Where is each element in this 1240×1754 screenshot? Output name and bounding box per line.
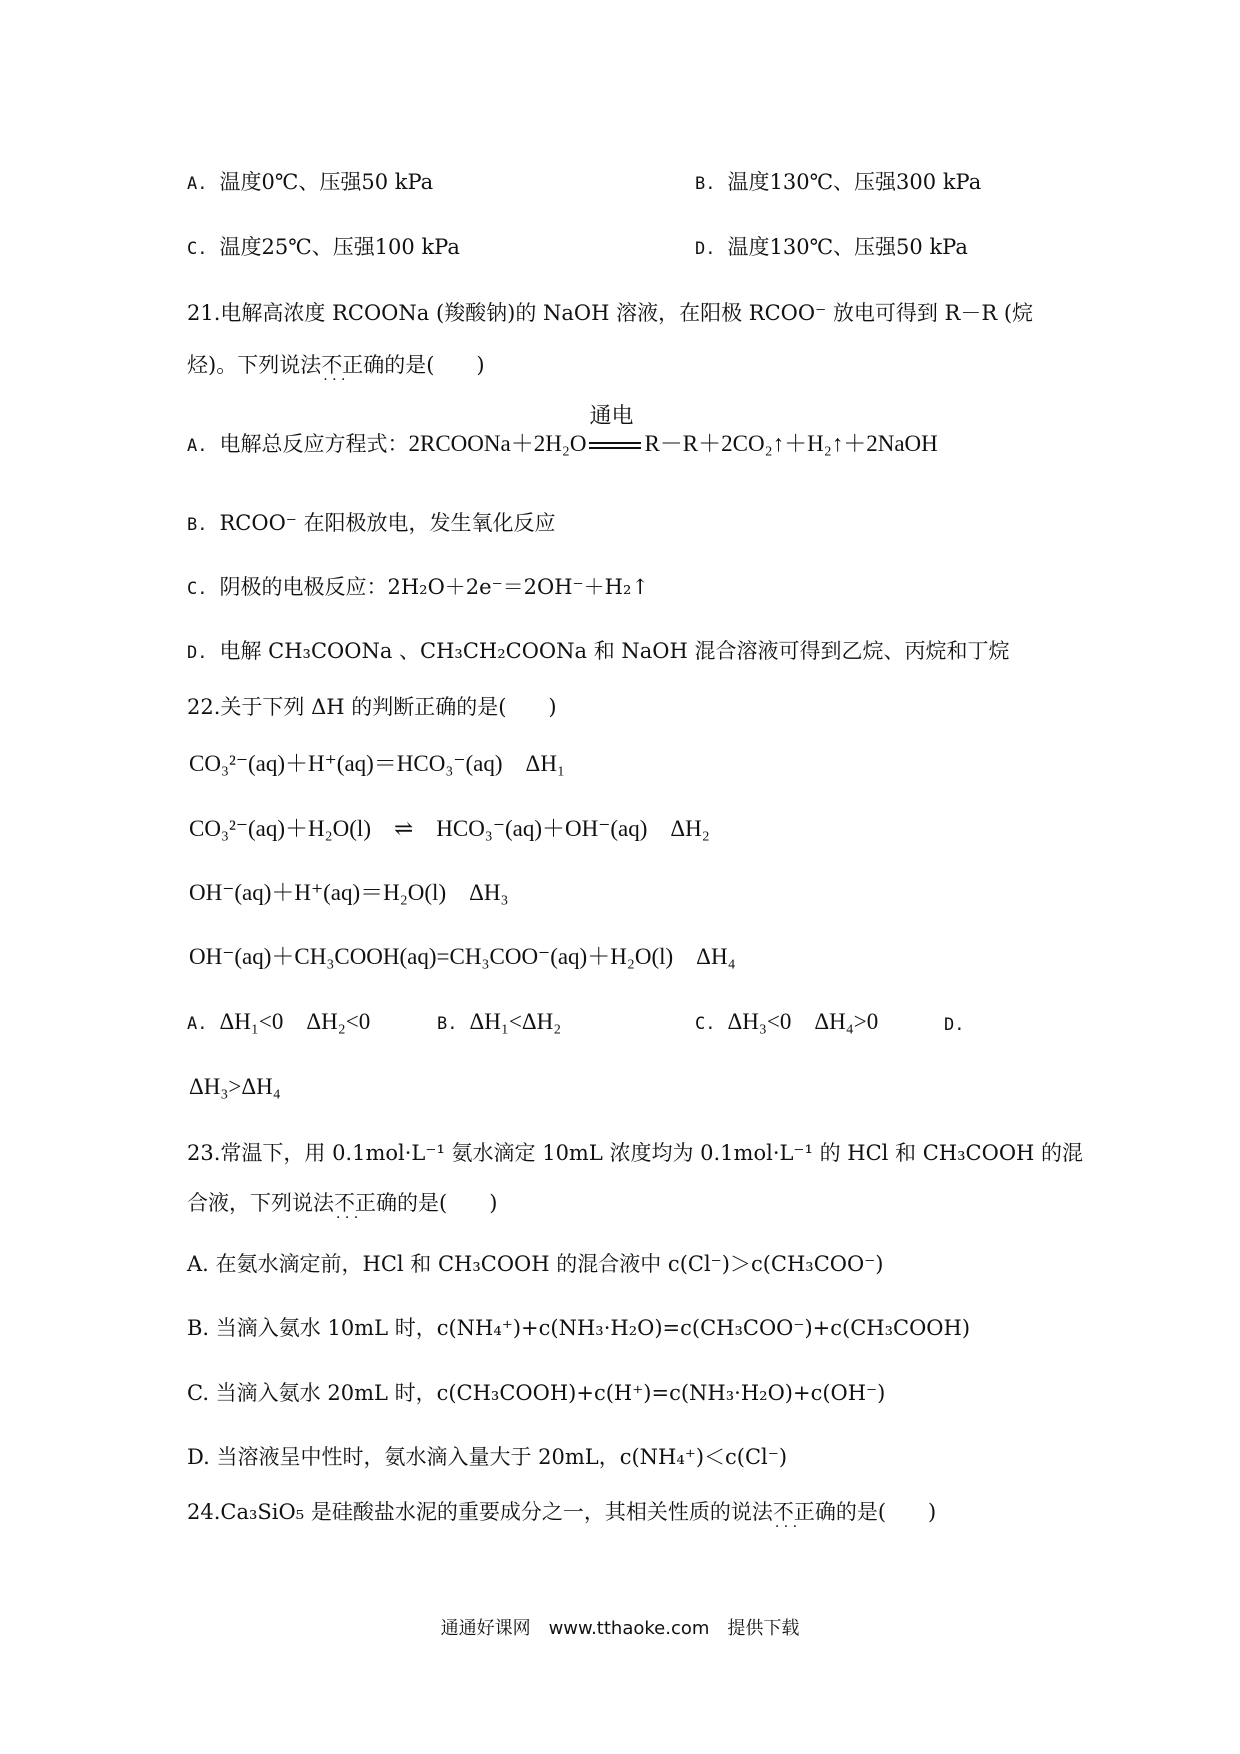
option-letter: A. — [187, 436, 208, 456]
q22-option-d-text: ΔH₃>ΔH₄ — [189, 1074, 281, 1099]
q20-option-c — [187, 237, 460, 258]
option-text: 温度130℃、压强50 kPa — [727, 235, 968, 259]
q22-option-c — [695, 1010, 878, 1033]
stem-text: 的是( ) — [397, 1191, 498, 1215]
option-label: 电解总反应方程式： — [219, 432, 409, 456]
page-footer: 通通好课网 www.tthaoke.com 提供下载 — [440, 1618, 800, 1639]
q21-option-a — [187, 404, 938, 456]
q23-stem-line2 — [187, 1193, 497, 1214]
option-text: ΔH₁<0 ΔH₂<0 — [219, 1009, 371, 1034]
emphasis-text: 不正确 · · · — [773, 1500, 836, 1524]
q22-equation-4: OH⁻(aq)＋CH₃COOH(aq)=CH₃COO⁻(aq)＋H₂O(l) ΔH₄ — [189, 944, 736, 969]
q21-stem-line2 — [187, 355, 485, 376]
q20-option-a — [187, 172, 433, 193]
equation-right: R－R＋2CO₂↑＋H₂↑＋2NaOH — [644, 431, 938, 456]
option-letter: C. — [695, 1014, 716, 1034]
q22-equation-2: CO₃²⁻(aq)＋H₂O(l) ⇌ HCO₃⁻(aq)＋OH⁻(aq) ΔH₂ — [189, 816, 710, 841]
q21-option-c — [187, 577, 649, 598]
option-letter: A. — [187, 174, 208, 194]
option-letter: D. — [695, 239, 716, 259]
q22-option-a — [187, 1010, 370, 1033]
option-letter: B. — [187, 515, 208, 535]
option-text: ΔH₁<ΔH₂ — [469, 1009, 562, 1034]
option-text: 电解 CH₃COONa 、CH₃CH₂COONa 和 NaOH 混合溶液可得到乙烷、丙烷和丁烷 — [219, 639, 1010, 663]
stem-text: 的是( ) — [384, 353, 485, 377]
q23-stem-line1: 23.常温下，用 0.1mol·L⁻¹ 氨水滴定 10mL 浓度均为 0.1mol·L⁻¹ 的 HCl 和 CH₃COOH 的混 — [187, 1141, 1084, 1165]
q20-option-d — [695, 237, 968, 258]
q21-stem-line1: 21.电解高浓度 RCOONa (羧酸钠)的 NaOH 溶液，在阳极 RCOO⁻ 放电可得到 R－R (烷 — [187, 301, 1034, 325]
emphasis-text: 不正确 · · · — [334, 1191, 397, 1215]
q22-stem: 22.关于下列 ΔH 的判断正确的是( ) — [187, 695, 557, 719]
q20-option-b — [695, 172, 981, 193]
option-letter: D. — [187, 643, 208, 663]
option-letter: B. — [695, 174, 716, 194]
q22-option-d-letter — [944, 1013, 976, 1034]
condition-label: 通电 — [589, 404, 634, 429]
q24-stem — [187, 1502, 936, 1523]
q23-option-c: C. 当滴入氨水 20mL 时，c(CH₃COOH)+c(H⁺)=c(NH₃·H₂O)+c(OH⁻) — [187, 1381, 886, 1405]
q21-option-d — [187, 641, 1009, 662]
option-letter: A. — [187, 1014, 208, 1034]
stem-text: 合液，下列说法 — [187, 1191, 334, 1215]
option-letter: C. — [187, 579, 208, 599]
option-letter: C. — [187, 239, 208, 259]
option-text: 温度25℃、压强100 kPa — [219, 235, 460, 259]
emphasis-text: 不正确 · · · — [321, 353, 384, 377]
equation-left: 2RCOONa＋2H₂O — [408, 431, 587, 456]
stem-text: 24.Ca₃SiO₅ 是硅酸盐水泥的重要成分之一，其相关性质的说法 — [187, 1500, 773, 1524]
q23-option-a: A. 在氨水滴定前，HCl 和 CH₃COOH 的混合液中 c(Cl⁻)＞c(CH₃COO⁻) — [187, 1252, 884, 1276]
q22-equation-1: CO₃²⁻(aq)＋H⁺(aq)＝HCO₃⁻(aq) ΔH₁ — [189, 751, 565, 776]
q22-equation-3: OH⁻(aq)＋H⁺(aq)＝H₂O(l) ΔH₃ — [189, 880, 509, 905]
option-text: ΔH₃<0 ΔH₄>0 — [727, 1009, 879, 1034]
option-letter: D. — [944, 1015, 965, 1035]
q23-option-b: B. 当滴入氨水 10mL 时，c(NH₄⁺)+c(NH₃·H₂O)=c(CH₃COO⁻)+c(CH₃COOH) — [187, 1316, 971, 1340]
electrolysis-arrow — [589, 404, 641, 455]
q22-option-b — [437, 1010, 561, 1033]
q23-option-d: D. 当溶液呈中性时，氨水滴入量大于 20mL，c(NH₄⁺)＜c(Cl⁻) — [187, 1445, 788, 1469]
stem-text: 烃)。下列说法 — [187, 353, 322, 377]
option-text: 阴极的电极反应：2H₂O＋2e⁻＝2OH⁻＋H₂↑ — [219, 575, 649, 599]
option-text: 温度130℃、压强300 kPa — [727, 170, 982, 194]
option-text: RCOO⁻ 在阳极放电，发生氧化反应 — [219, 511, 556, 535]
option-text: 温度0℃、压强50 kPa — [219, 170, 434, 194]
stem-text: 的是( ) — [835, 1500, 937, 1524]
option-letter: B. — [437, 1014, 458, 1034]
q21-option-b — [187, 513, 556, 534]
equals-bar — [589, 442, 641, 449]
